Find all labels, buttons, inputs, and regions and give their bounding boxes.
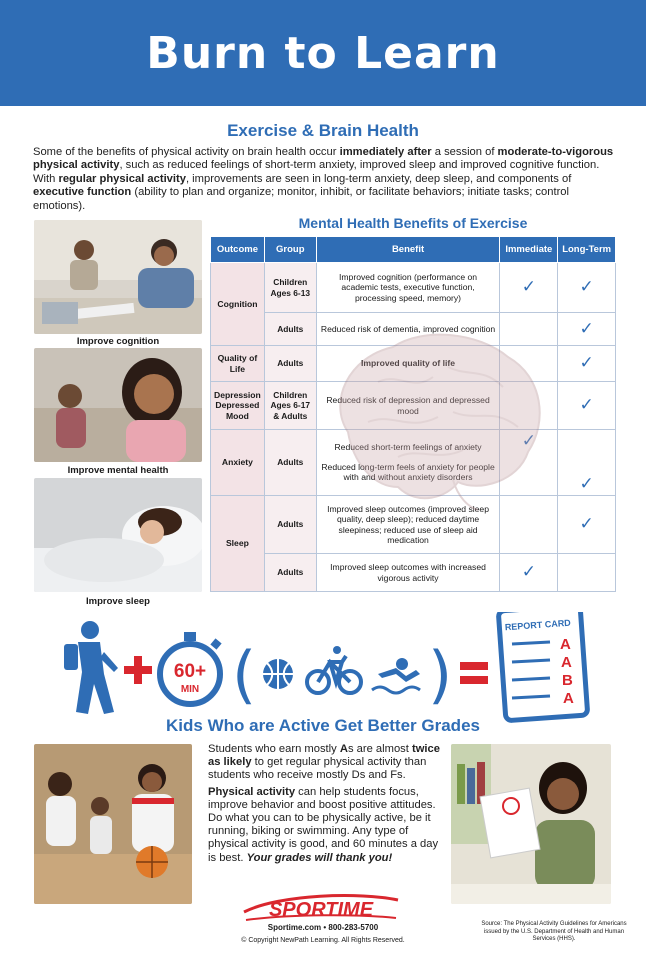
basketball-players-image (34, 744, 192, 904)
brand-name: SPORTIME (268, 899, 374, 921)
check-icon: ✓ (558, 313, 616, 346)
intro-text: Some of the benefits of physical activity on brain health occur (33, 146, 340, 158)
empty-cell (558, 554, 616, 592)
photo-student-test (451, 744, 611, 904)
table-row (211, 382, 616, 430)
header-outcome: Outcome (211, 237, 265, 263)
check-icon: ✓ (500, 430, 558, 496)
kids-text: Students who earn mostly (208, 743, 340, 755)
empty-cell (500, 346, 558, 382)
grade-letter: A (560, 636, 571, 653)
basketball-icon (263, 659, 293, 689)
empty-cell (500, 382, 558, 430)
kids-bold: A (339, 743, 348, 755)
check-icon: ✓ (558, 346, 616, 382)
benefits-table (210, 236, 616, 592)
group-cell: Adults (264, 554, 316, 592)
benefit-cell: Reduced risk of dementia, improved cognition (316, 313, 500, 346)
section-subtitle: Exercise & Brain Health (227, 121, 419, 140)
kids-text: can help students focus, improve behavior and boost positive attitudes. Do what you can to be physically active, be it running, biking or swimming. Any type of physical activity is good, and 60 minutes a day is best. (208, 785, 439, 864)
benefit-cell: Reduced risk of depression and depressed mood (316, 382, 500, 430)
stopwatch-icon (160, 632, 222, 704)
check-icon: ✓ (558, 430, 616, 496)
group-cell: Children Ages 6-17 & Adults (264, 382, 316, 430)
group-cell: Children Ages 6-13 (264, 263, 316, 313)
equals-icon (460, 662, 488, 684)
outcome-quality-of-life: Quality of Life (211, 346, 265, 382)
benefit-cell (316, 430, 500, 496)
outcome-sleep: Sleep (211, 496, 265, 592)
photo-students-studying (34, 220, 202, 334)
intro-bold: moderate-to-vigorous physical activity (33, 146, 614, 172)
kids-title: Kids Who are Active Get Better Grades (166, 716, 480, 735)
source-note: Source: The Physical Activity Guidelines for Americans issued by the U.S. Department of Health and Human Services (HHS). (481, 921, 627, 942)
kids-text-1 (208, 743, 443, 783)
hiker-icon (64, 621, 118, 714)
close-paren-icon: ) (428, 638, 453, 711)
outcome-cognition: Cognition (211, 263, 265, 346)
swimmer-icon (372, 658, 420, 693)
grade-letter: B (562, 672, 573, 689)
minutes-value: 60+ (173, 661, 207, 682)
header-benefit: Benefit (316, 237, 500, 263)
report-card-title: REPORT CARD (504, 617, 572, 633)
check-icon: ✓ (500, 263, 558, 313)
kids-bold: twice as likely (208, 743, 440, 769)
footer-copyright: © Copyright NewPath Learning. All Rights Reserved. (241, 937, 405, 944)
intro-text: , such as reduced feelings of short-term anxiety, improved sleep and improved cognitive function. With (33, 159, 600, 185)
group-cell: Adults (264, 346, 316, 382)
empty-cell (500, 496, 558, 554)
benefit-cell: Improved cognition (performance on academic tests, executive function, processing speed, memory) (316, 263, 500, 313)
intro-text: (ability to plan and organize; monitor, inhibit, or facilitate behaviors; initiate tasks; control emotions). (33, 186, 570, 212)
caption-cognition: Improve cognition (76, 336, 160, 347)
intro-bold: executive function (33, 186, 132, 199)
benefit-long-term-anxiety: Reduced long-term feels of anxiety for people with and without anxiety disorders (321, 461, 495, 483)
benefit-cell: Improved quality of life (316, 346, 500, 382)
kids-bold-italic: Your grades will thank you! (246, 851, 393, 864)
activity-equation (60, 612, 620, 732)
caption-mental-health: Improve mental health (67, 465, 169, 476)
table-row (211, 496, 616, 554)
kids-bold: Physical activity (208, 785, 296, 798)
intro-paragraph (33, 146, 618, 213)
kids-text-2 (208, 786, 443, 865)
kids-text: to get regular physical activity than students who receive mostly Ds and Fs. (208, 756, 427, 782)
table-header-row (211, 237, 616, 263)
plus-icon (124, 656, 152, 684)
open-paren-icon: ( (232, 638, 257, 711)
report-card-icon (498, 612, 587, 721)
header-immediate: Immediate (500, 237, 558, 263)
kids-paragraph (208, 743, 443, 868)
group-cell: Adults (264, 496, 316, 554)
header-banner (0, 0, 646, 106)
table-title: Mental Health Benefits of Exercise (298, 215, 528, 231)
student-test-image (451, 744, 611, 904)
kids-text: s are almost (347, 743, 412, 755)
intro-bold: immediately after (339, 146, 432, 158)
table-row (211, 554, 616, 592)
minutes-label: MIN (180, 684, 200, 695)
benefit-cell: Improved sleep outcomes with increased vigorous activity (316, 554, 500, 592)
check-icon: ✓ (558, 496, 616, 554)
outcome-depression: Depression Depressed Mood (211, 382, 265, 430)
sportime-logo (240, 890, 402, 924)
footer-contact: Sportime.com • 800-283-5700 (267, 923, 379, 932)
check-icon: ✓ (500, 554, 558, 592)
check-icon: ✓ (558, 263, 616, 313)
table-row (211, 263, 616, 313)
photo-basketball-players (34, 744, 192, 904)
photo-sleeping-girl (34, 478, 202, 592)
grade-letter: A (563, 690, 574, 707)
photo-smiling-student (34, 348, 202, 462)
outcome-anxiety: Anxiety (211, 430, 265, 496)
table-row (211, 313, 616, 346)
header-long-term: Long-Term (558, 237, 616, 263)
benefit-cell: Improved sleep outcomes (improved sleep quality, deep sleep); reduced daytime sleepiness; reduced use of sleep aid medication (316, 496, 500, 554)
empty-cell (500, 313, 558, 346)
intro-text: a session of (431, 146, 498, 158)
header-group: Group (264, 237, 316, 263)
page-title: Burn to Learn (146, 27, 500, 79)
benefit-short-term-anxiety: Reduced short-term feelings of anxiety (334, 442, 482, 453)
smiling-student-image (34, 348, 202, 462)
caption-sleep: Improve sleep (86, 596, 150, 607)
sleeping-girl-image (34, 478, 202, 592)
group-cell: Adults (264, 313, 316, 346)
bicycle-icon (307, 646, 361, 693)
intro-text: , improvements are seen in long-term anxiety, deep sleep, and components of (185, 172, 572, 185)
group-cell: Adults (264, 430, 316, 496)
grade-letter: A (561, 654, 572, 671)
students-studying-image (34, 220, 202, 334)
table-row (211, 430, 616, 496)
table-row (211, 346, 616, 382)
intro-bold: regular physical activity (58, 172, 186, 185)
check-icon: ✓ (558, 382, 616, 430)
